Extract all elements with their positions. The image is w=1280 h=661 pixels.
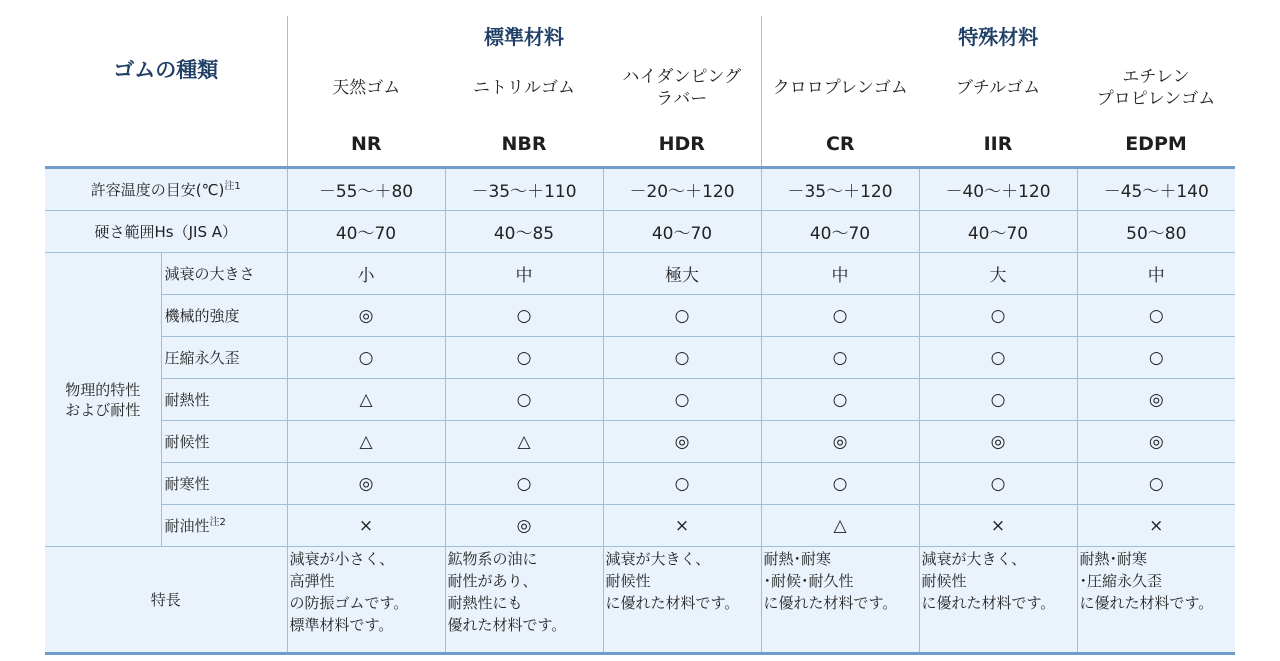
table-row-oil-resistance xyxy=(45,505,1235,547)
table-cell: ◎ xyxy=(761,421,919,463)
row-label-features: 特長 xyxy=(45,547,287,654)
table-cell: ○ xyxy=(761,463,919,505)
table-cell: △ xyxy=(287,421,445,463)
table-row-weather-resistance xyxy=(45,421,1235,463)
rubber-type-heading: ゴムの種類 xyxy=(45,16,287,122)
table-cell: 中 xyxy=(761,253,919,295)
table-cell: ○ xyxy=(603,379,761,421)
table-cell: 大 xyxy=(919,253,1077,295)
table-cell: ○ xyxy=(445,295,603,337)
material-code-nr: NR xyxy=(287,122,445,168)
material-code-nbr: NBR xyxy=(445,122,603,168)
table-cell: 極大 xyxy=(603,253,761,295)
rubber-comparison-table xyxy=(45,16,1235,655)
material-name-nbr: ニトリルゴム xyxy=(445,54,603,122)
table-cell: ◎ xyxy=(445,505,603,547)
feature-text-cr: 耐熱･耐寒 ･耐候･耐久性 に優れた材料です。 xyxy=(761,547,919,654)
table-row-heat-resistance xyxy=(45,379,1235,421)
table-cell: 40～70 xyxy=(603,211,761,253)
table-cell: ○ xyxy=(1077,295,1235,337)
feature-text-edpm: 耐熱･耐寒 ･圧縮永久歪 に優れた材料です。 xyxy=(1077,547,1235,654)
feature-text-iir: 減衰が大きく、 耐候性 に優れた材料です。 xyxy=(919,547,1077,654)
table-cell: ○ xyxy=(445,463,603,505)
feature-text-nr: 減衰が小さく、 高弾性 の防振ゴムです。 標準材料です。 xyxy=(287,547,445,654)
table-cell: －40～＋120 xyxy=(919,168,1077,211)
material-code-cr: CR xyxy=(761,122,919,168)
table-row-cold-resistance xyxy=(45,463,1235,505)
material-code-edpm: EDPM xyxy=(1077,122,1235,168)
table-cell: 40～70 xyxy=(287,211,445,253)
table-cell: －35～＋110 xyxy=(445,168,603,211)
table-cell: ◎ xyxy=(287,295,445,337)
table-cell: △ xyxy=(761,505,919,547)
feature-text-hdr: 減衰が大きく、 耐候性 に優れた材料です。 xyxy=(603,547,761,654)
table-cell: ○ xyxy=(1077,463,1235,505)
table-cell: 中 xyxy=(1077,253,1235,295)
table-cell: ○ xyxy=(603,337,761,379)
row-group-label-physical: 物理的特性 および耐性 xyxy=(45,253,161,547)
table-cell: △ xyxy=(445,421,603,463)
row-label-compression-set: 圧縮永久歪 xyxy=(161,337,287,379)
footnote-2-marker: 注2 xyxy=(209,517,226,528)
table-cell: ○ xyxy=(603,295,761,337)
table-cell: ○ xyxy=(919,379,1077,421)
table-row-hardness xyxy=(45,211,1235,253)
table-cell: ○ xyxy=(1077,337,1235,379)
table-cell: －45～＋140 xyxy=(1077,168,1235,211)
material-name-iir: ブチルゴム xyxy=(919,54,1077,122)
table-cell: △ xyxy=(287,379,445,421)
table-cell: －55～＋80 xyxy=(287,168,445,211)
row-label-weather-resistance: 耐候性 xyxy=(161,421,287,463)
footnote-1-marker: 注1 xyxy=(224,181,241,192)
table-cell: × xyxy=(287,505,445,547)
material-code-hdr: HDR xyxy=(603,122,761,168)
table-cell: × xyxy=(919,505,1077,547)
table-row-compression-set xyxy=(45,337,1235,379)
table-cell: ○ xyxy=(919,337,1077,379)
material-name-edpm: エチレン プロピレンゴム xyxy=(1077,54,1235,122)
table-cell: －20～＋120 xyxy=(603,168,761,211)
table-row-damping xyxy=(45,253,1235,295)
table-cell: 小 xyxy=(287,253,445,295)
material-name-cr: クロロプレンゴム xyxy=(761,54,919,122)
table-cell: ○ xyxy=(445,337,603,379)
row-label-oil-resistance: 耐油性$^{注2}$ xyxy=(161,505,287,547)
row-label-cold-resistance: 耐寒性 xyxy=(161,463,287,505)
row-label-heat-resistance: 耐熱性 xyxy=(161,379,287,421)
table-cell: 50～80 xyxy=(1077,211,1235,253)
table-row-mechanical-strength xyxy=(45,295,1235,337)
table-cell: ○ xyxy=(761,295,919,337)
table-cell: 40～70 xyxy=(761,211,919,253)
group-special-materials: 特殊材料 xyxy=(761,16,1235,54)
table-cell: ○ xyxy=(603,463,761,505)
material-name-hdr: ハイダンピング ラバー xyxy=(603,54,761,122)
table-cell: ◎ xyxy=(919,421,1077,463)
table-cell: ○ xyxy=(761,379,919,421)
table-cell: × xyxy=(1077,505,1235,547)
row-label-hardness: 硬さ範囲Hs（JIS A） xyxy=(45,211,287,253)
table-cell: ○ xyxy=(919,463,1077,505)
table-cell: －35～＋120 xyxy=(761,168,919,211)
row-label-damping: 減衰の大きさ xyxy=(161,253,287,295)
table-cell: 中 xyxy=(445,253,603,295)
table-cell: 40～70 xyxy=(919,211,1077,253)
table-cell: ○ xyxy=(445,379,603,421)
group-standard-materials: 標準材料 xyxy=(287,16,761,54)
table-cell: ○ xyxy=(761,337,919,379)
feature-text-nbr: 鉱物系の油に 耐性があり、 耐熱性にも 優れた材料です。 xyxy=(445,547,603,654)
table-cell: × xyxy=(603,505,761,547)
table-cell: ◎ xyxy=(1077,379,1235,421)
table-row-temperature xyxy=(45,168,1235,211)
table-cell: ◎ xyxy=(287,463,445,505)
material-name-nr: 天然ゴム xyxy=(287,54,445,122)
table-cell: ○ xyxy=(919,295,1077,337)
row-label-mechanical-strength: 機械的強度 xyxy=(161,295,287,337)
rubber-comparison-table-wrapper xyxy=(45,16,1233,655)
table-row-features xyxy=(45,547,1235,654)
table-cell: ○ xyxy=(287,337,445,379)
table-cell: ◎ xyxy=(603,421,761,463)
table-cell: ◎ xyxy=(1077,421,1235,463)
material-code-iir: IIR xyxy=(919,122,1077,168)
table-cell: 40～85 xyxy=(445,211,603,253)
row-label-temperature: 許容温度の目安(℃)$^{注1}$ xyxy=(45,168,287,211)
